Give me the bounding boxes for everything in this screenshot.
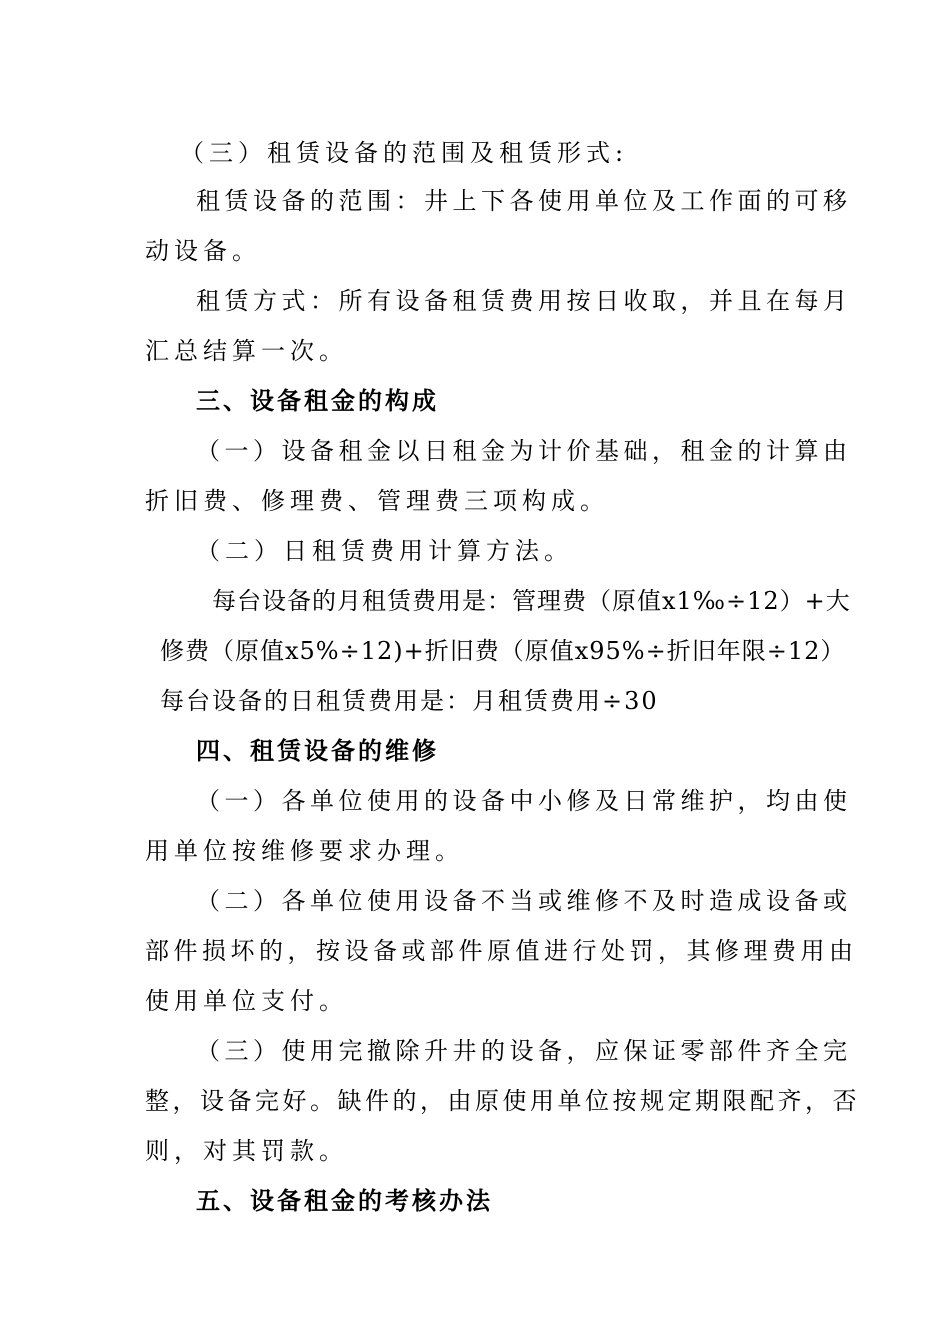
section-subheading: （三）租赁设备的范围及租赁形式:	[180, 139, 629, 167]
paragraph-line: 汇总结算一次。	[145, 337, 348, 365]
paragraph-line: 整，设备完好。缺件的，由原使用单位按规定期限配齐，否	[145, 1087, 860, 1115]
section-heading: 三、设备租金的构成	[196, 386, 439, 415]
paragraph-line: 使用单位支付。	[145, 987, 348, 1015]
paragraph-line: （一）各单位使用的设备中小修及日常维护，均由使	[196, 787, 852, 815]
paragraph-line: （一）设备租金以日租金为计价基础，租金的计算由	[196, 437, 852, 465]
paragraph-line: （三）使用完撤除升井的设备，应保证零部件齐全完	[196, 1037, 852, 1065]
paragraph-line: （二）日租赁费用计算方法。	[196, 537, 573, 565]
paragraph-line: 部件损坏的，按设备或部件原值进行处罚，其修理费用由	[145, 937, 858, 965]
section-heading: 五、设备租金的考核办法	[196, 1186, 493, 1215]
formula-line: 修费（原值x5%÷12)+折旧费（原值x95%÷折旧年限÷12）	[160, 637, 846, 665]
section-heading: 四、租赁设备的维修	[196, 736, 439, 765]
formula-line: 每台设备的月租赁费用是：管理费（原值x1‰÷12）+大	[212, 587, 851, 615]
paragraph-line: 用单位按维修要求办理。	[145, 837, 464, 865]
formula-line: 每台设备的日租赁费用是：月租赁费用÷30	[160, 687, 659, 715]
paragraph-line: 动设备。	[145, 237, 261, 265]
paragraph-line: 租赁设备的范围：井上下各使用单位及工作面的可移	[196, 187, 852, 215]
paragraph-line: 则，对其罚款。	[145, 1137, 348, 1165]
paragraph-line: （二）各单位使用设备不当或维修不及时造成设备或	[196, 887, 852, 915]
paragraph-line: 租赁方式：所有设备租赁费用按日收取，并且在每月	[196, 287, 852, 315]
paragraph-line: 折旧费、修理费、管理费三项构成。	[145, 487, 609, 515]
